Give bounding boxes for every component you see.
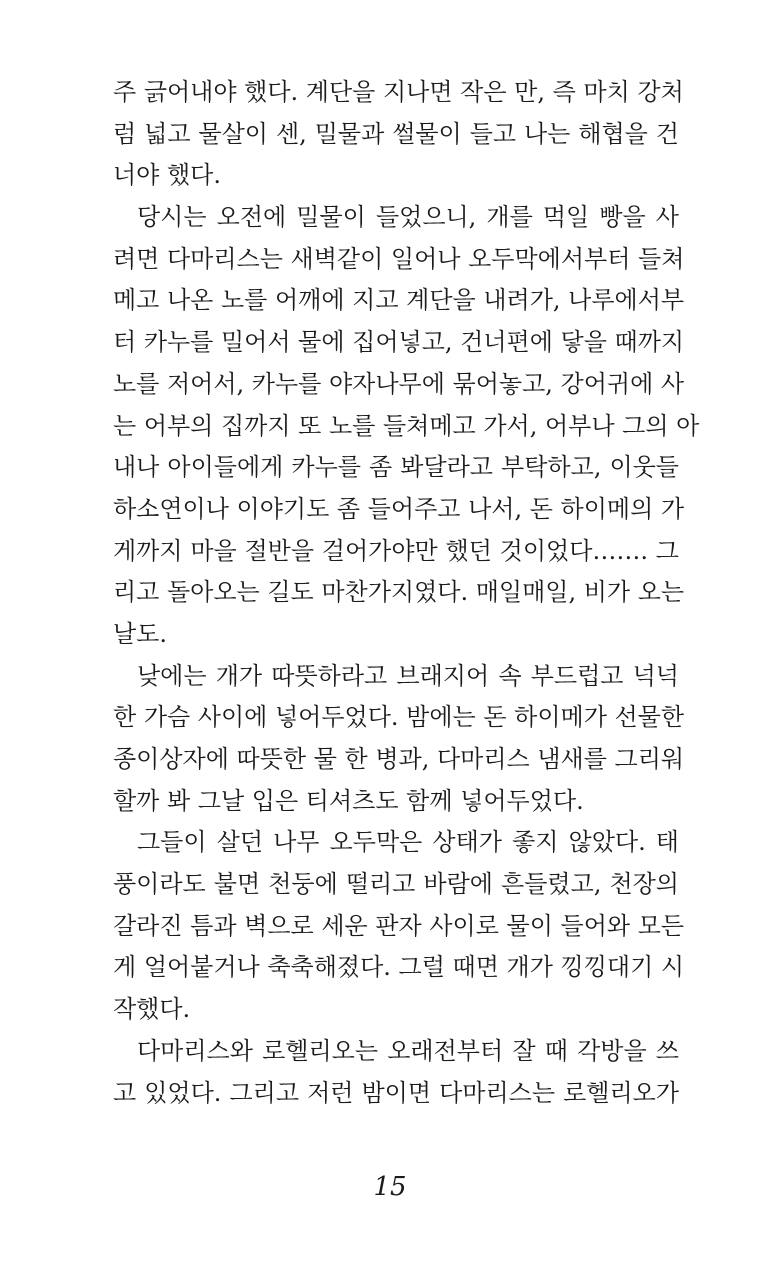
text-line: 주 긁어내야 했다. 계단을 지나면 작은 만, 즉 마치 강처: [113, 78, 684, 106]
text-line: 메고 나온 노를 어깨에 지고 계단을 내려가, 나루에서부: [113, 286, 685, 315]
text-line: 다마리스와 로헬리오는 오래전부터 잘 때 각방을 쓰: [137, 1036, 679, 1065]
text-line: 려면 다마리스는 새벽같이 일어나 오두막에서부터 들쳐: [113, 244, 685, 273]
text-line: 한 가슴 사이에 넣어두었다. 밤에는 돈 하이메가 선물한: [113, 703, 685, 732]
text-line: 내나 아이들에게 카누를 좀 봐달라고 부탁하고, 이웃들: [113, 453, 679, 482]
text-line: 고 있었다. 그리고 저런 밤이면 다마리스는 로헬리오가: [113, 1078, 679, 1107]
text-line: 날도.: [113, 619, 167, 648]
text-line: 낮에는 개가 따뜻하라고 브래지어 속 부드럽고 넉넉: [137, 661, 679, 690]
text-line: 는 어부의 집까지 또 노를 들쳐메고 가서, 어부나 그의 아: [113, 411, 700, 440]
text-line: 그들이 살던 나무 오두막은 상태가 좋지 않았다. 태: [137, 828, 679, 857]
text-line: 럼 넓고 물살이 센, 밀물과 썰물이 들고 나는 해협을 건: [113, 119, 679, 148]
text-line: 게까지 마을 절반을 걸어가야만 했던 것이었다……. 그: [113, 536, 679, 565]
text-line: 하소연이나 이야기도 좀 들어주고 나서, 돈 하이메의 가: [113, 494, 685, 523]
text-line: 터 카누를 밀어서 물에 집어넣고, 건너편에 닿을 때까지: [113, 328, 685, 357]
text-line: 풍이라도 불면 천둥에 떨리고 바람에 흔들렸고, 천장의: [113, 870, 679, 899]
text-line: 당시는 오전에 밀물이 들었으니, 개를 먹일 빵을 사: [137, 203, 679, 232]
text-line: 종이상자에 따뜻한 물 한 병과, 다마리스 냄새를 그리워: [113, 745, 685, 773]
page-number: 15: [373, 1172, 407, 1202]
text-line: 게 얼어붙거나 축축해졌다. 그럴 때면 개가 낑낑대기 시: [113, 953, 685, 982]
text-line: 리고 돌아오는 길도 마찬가지였다. 매일매일, 비가 오는: [113, 578, 685, 607]
text-line: 할까 봐 그날 입은 티셔츠도 함께 넣어두었다.: [113, 786, 584, 815]
text-line: 작했다.: [113, 995, 191, 1024]
body-text: [113, 72, 700, 1114]
text-line: 노를 저어서, 카누를 야자나무에 묶어놓고, 강어귀에 사: [113, 369, 685, 398]
text-line: 갈라진 틈과 벽으로 세운 판자 사이로 물이 들어와 모든: [113, 911, 685, 940]
text-line: 너야 했다.: [113, 161, 221, 190]
